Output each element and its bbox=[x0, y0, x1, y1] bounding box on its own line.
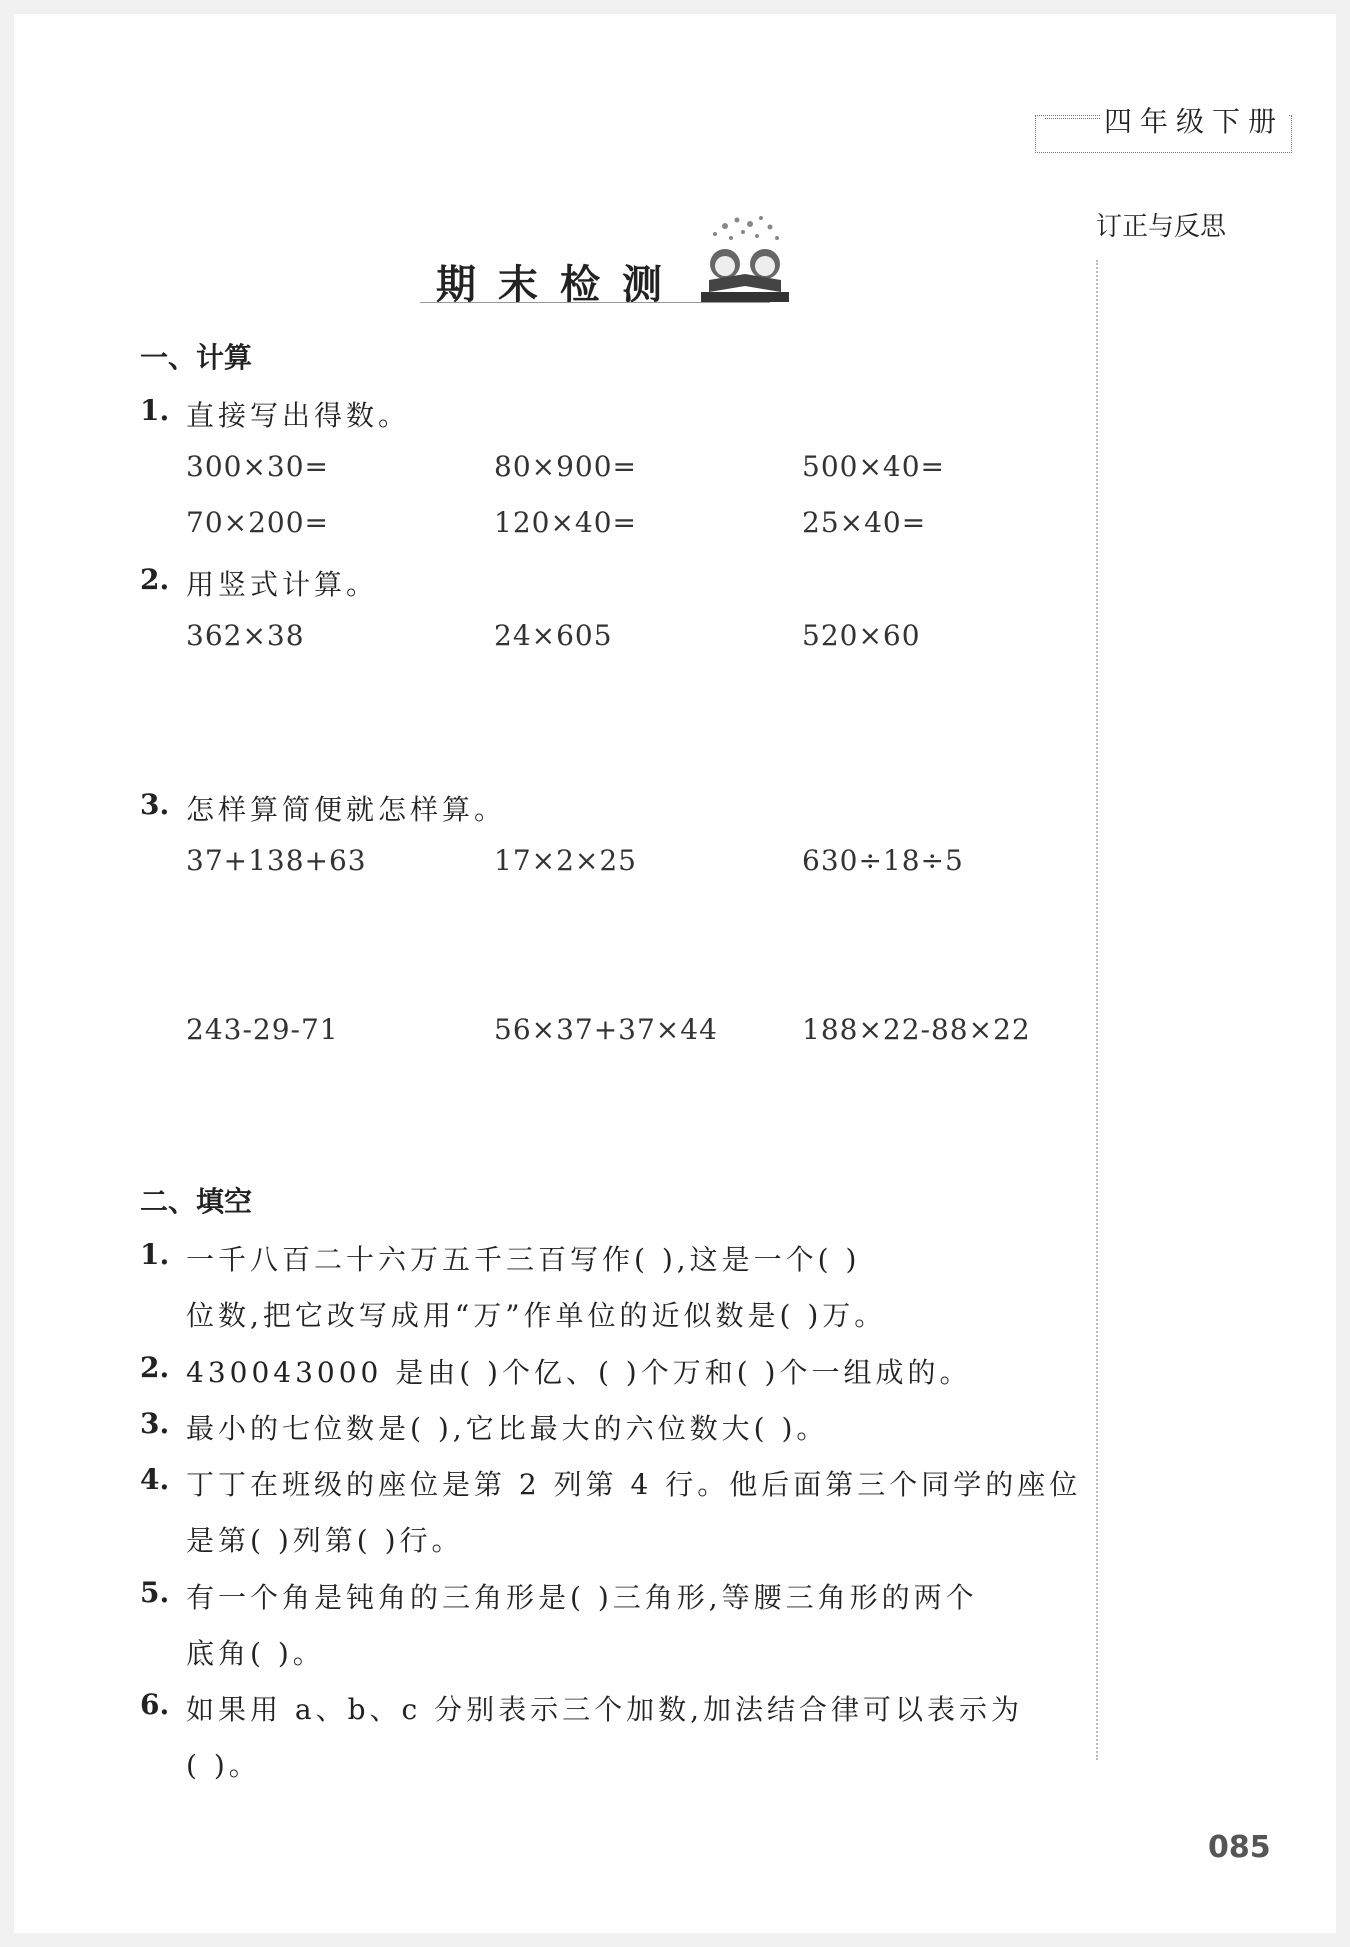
page-title: 期末检测 bbox=[436, 261, 684, 308]
correction-label: 订正与反思 bbox=[1096, 212, 1227, 242]
exercise: 188×22-88×22 bbox=[802, 1013, 1031, 1046]
question-line: 430043000 是由( )个亿、( )个万和( )个一组成的。 bbox=[186, 1356, 972, 1389]
question-number: 3. bbox=[140, 788, 170, 821]
exercise: 24×605 bbox=[494, 619, 613, 652]
exercise: 243-29-71 bbox=[186, 1013, 339, 1046]
grade-label: 四年级下册 bbox=[1100, 100, 1288, 140]
question-line: 最小的七位数是( ),它比最大的六位数大( )。 bbox=[186, 1412, 829, 1445]
section-heading-fill-blank: 二、填空 bbox=[140, 1185, 253, 1218]
question-number: 5. bbox=[140, 1576, 170, 1609]
exercise: 37+138+63 bbox=[186, 844, 367, 877]
question-line: 如果用 a、b、c 分别表示三个加数,加法结合律可以表示为 bbox=[186, 1693, 1024, 1726]
exercise: 362×38 bbox=[186, 619, 305, 652]
question-line: 是第( )列第( )行。 bbox=[186, 1524, 464, 1557]
question-line: 有一个角是钝角的三角形是( )三角形,等腰三角形的两个 bbox=[186, 1581, 978, 1614]
section-heading-calculation: 一、计算 bbox=[140, 341, 253, 374]
question-line: 位数,把它改写成用“万”作单位的近似数是( )万。 bbox=[186, 1299, 887, 1332]
question-number: 1. bbox=[140, 1238, 170, 1271]
question-text: 用竖式计算。 bbox=[186, 568, 379, 601]
question-line: 一千八百二十六万五千三百写作( ),这是一个( ) bbox=[186, 1243, 861, 1276]
exercise: 300×30= bbox=[186, 450, 329, 483]
question-number: 2. bbox=[140, 563, 170, 596]
question-number: 6. bbox=[140, 1688, 170, 1721]
exercise: 520×60 bbox=[802, 619, 921, 652]
question-number: 3. bbox=[140, 1407, 170, 1440]
reading-kids-illustration bbox=[695, 212, 795, 304]
exercise: 70×200= bbox=[186, 506, 329, 539]
exercise: 25×40= bbox=[802, 506, 927, 539]
question-line: 底角( )。 bbox=[186, 1637, 325, 1670]
margin-divider bbox=[1096, 260, 1098, 1760]
exercise: 80×900= bbox=[494, 450, 637, 483]
page-number: 085 bbox=[1208, 1830, 1271, 1865]
tab-dots bbox=[1045, 118, 1100, 119]
exercise: 56×37+37×44 bbox=[494, 1013, 718, 1046]
question-line: 丁丁在班级的座位是第 2 列第 4 行。他后面第三个同学的座位 bbox=[186, 1468, 1082, 1501]
exercise: 17×2×25 bbox=[494, 844, 637, 877]
question-number: 1. bbox=[140, 394, 170, 427]
question-number: 4. bbox=[140, 1463, 170, 1496]
exercise: 120×40= bbox=[494, 506, 637, 539]
exercise: 630÷18÷5 bbox=[802, 844, 964, 877]
question-number: 2. bbox=[140, 1351, 170, 1384]
question-line: ( )。 bbox=[186, 1749, 261, 1782]
question-text: 直接写出得数。 bbox=[186, 399, 411, 432]
exercise: 500×40= bbox=[802, 450, 945, 483]
question-text: 怎样算简便就怎样算。 bbox=[186, 793, 507, 826]
